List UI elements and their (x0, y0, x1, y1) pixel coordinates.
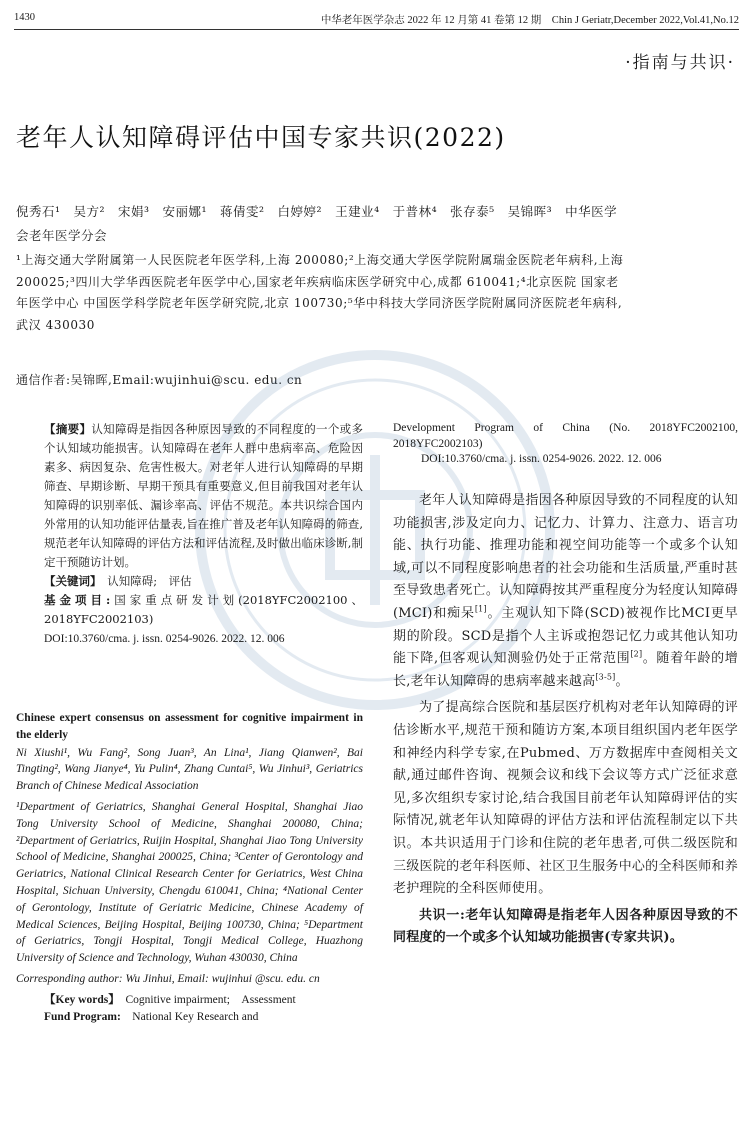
abstract-text: 认知障碍是指因各种原因导致的不同程度的一个或多个认知域功能损害。认知障碍在老年人群中患病率高、危险因素多、病因复杂、危害性极大。对老年人进行认知障碍的早期筛查、早期诊断、早期干预具有重要意义,但目前我国对老年认知障碍的识别率低、漏诊率高、评估不规范。本共识综合国内外常用的认知功能评估量表,旨在推广普及老年认知障碍的筛查,规范老年认知障碍的评估方法和评估流程,及时做出临床诊断,制定干预随访计划。 (44, 422, 364, 569)
p1-text-c: 。随着年龄的增长,老年认知障碍的患病率越来越高 (393, 651, 739, 689)
citation-ref: [2] (630, 649, 643, 659)
doi-line: DOI:10.3760/cma. j. issn. 0254-9026. 2022. 12. 006 (44, 633, 285, 645)
english-authors: Ni Xiushi¹, Wu Fang², Song Juan³, An Lina¹, Jiang Qianwen², Bai Tingting², Wang Jianye⁴, Yu Pulin⁴, Zhang Cuntai⁵, Wu Jinhui³, Geriatrics Branch of Chinese Medical Association (16, 746, 363, 793)
english-doi: DOI:10.3760/cma. j. issn. 0254-9026. 2022. 12. 006 (421, 453, 662, 465)
section-label: ·指南与共识· (625, 53, 735, 73)
english-fund-start: National Key Research and (132, 1010, 259, 1023)
running-header (14, 10, 739, 30)
citation-ref: [1] (474, 604, 487, 614)
author-list: 倪秀石¹ 吴方² 宋娟³ 安丽娜¹ 蒋倩雯² 白婷婷² 王建业⁴ 于普林⁴ 张存泰⁵ 吴锦晖³ 中华医学会老年医学分会 (16, 204, 618, 243)
fund-line (16, 591, 363, 629)
abstract-paragraph (16, 420, 363, 572)
keywords-label: 【关键词】 (44, 574, 96, 588)
english-keywords-line (16, 992, 363, 1009)
english-fund-label: Fund Program: (44, 1010, 121, 1023)
english-affiliations: ¹Department of Geriatrics, Shanghai General Hospital, Shanghai Jiao Tong University School of Medicine, Shanghai 200080, China; ²Department of Geriatrics, Ruijin Hospital, Shanghai Jiao Tong University School of Medicine, Shanghai 200025, China; ³Center of Gerontology and Geriatrics, National Clinical Research Center for Geriatrics, West China Hospital, Sichuan University, Chengdu 610041, China; ⁴National Center of Gerontology, Institute of Geriatric Medicine, Chinese Academy of Medical Sciences, Beijing Hospital, Beijing 100730, China; ⁵Department of Geriatrics, Tongji Hospital, Tongji Medical College, Huazhong University of Science and Technology, Wuhan 430030, China (16, 800, 363, 965)
english-fund-line (16, 1009, 363, 1026)
english-keywords: Cognitive impairment; Assessment (125, 993, 296, 1006)
body-paragraph-1 (393, 490, 738, 693)
body-paragraph-2: 为了提高综合医院和基层医疗机构对老年认知障碍的评估诊断水平,规范干预和随访方案,本项目组织国内老年医学和神经内科学专家,在Pubmed、万方数据库中查阅相关文献,通过邮件咨询、视频会议和线下会议等方式广泛征求意见,多次组织专家讨论,结合我国目前老年认知障碍评估的实际情况,就老年认知障碍的评估方法和评估流程制定以下共识。本共识适用于门诊和住院的老年患者,可供二级医院和三级医院的老年科医师、社区卫生服务中心的全科医师和养老护理院的全科医师使用。 (393, 700, 738, 897)
p1-text-a: 老年人认知障碍是指因各种原因导致的不同程度的认知功能损害,涉及定向力、记忆力、计算力、注意力、语言功能、执行功能、推理功能和视空间功能等一个或多个认知域,可以不同程度影响患者的社会功能和生活质量,严重时甚至导致患者死亡。认知障碍按其严重程度分为轻度认知障碍(MCI)和痴呆 (393, 493, 738, 621)
english-corresponding: Corresponding author: Wu Jinhui, Email: wujinhui @scu. edu. cn (16, 972, 320, 985)
p1-text-d: 。 (615, 673, 629, 689)
article-title: 老年人认知障碍评估中国专家共识(2022) (16, 123, 506, 152)
english-title: Chinese expert consensus on assessment for cognitive impairment in the elderly (16, 712, 363, 741)
english-fund-continued: Development Program of China (No. 2018YFC2002100, 2018YFC2002103) (393, 422, 738, 450)
affiliations: ¹上海交通大学附属第一人民医院老年医学科,上海 200080;²上海交通大学医学院附属瑞金医院老年病科,上海 200025;³四川大学华西医院老年医学中心,国家老年疾病临床医学研究中心,成都 610041;⁴北京医院 国家老年医学中心 中国医学科学院老年医学研究院,北京 100730;⁵华中科技大学同济医学院附属同济医院老年病科,武汉 430030 (16, 253, 624, 332)
english-abstract (16, 710, 363, 1025)
fund-text: 国家重点研发计划(2018YFC2002100、2018YFC2002103) (44, 593, 363, 626)
abstract-label: 【摘要】 (44, 422, 92, 436)
right-column (393, 420, 738, 950)
chinese-abstract (16, 420, 363, 649)
body-text (393, 490, 738, 950)
english-keywords-label: 【Key words】 (44, 993, 114, 1006)
p1-text-b: 。主观认知下降(SCD)被视作比MCI更早期的阶段。SCD是指个人主诉或抱怨记忆力或其他认知功能下降,但客观认知测验仍处于正常范围 (393, 605, 738, 667)
keywords-line (16, 572, 363, 591)
journal-citation: 中华老年医学杂志 2022 年 12 月第 41 卷第 12 期 Chin J Geriatr,December 2022,Vol.41,No.12 (320, 15, 739, 26)
keywords-text: 认知障碍; 评估 (107, 574, 192, 588)
page-number: 1430 (14, 12, 35, 23)
header-rule (14, 29, 739, 30)
fund-label: 基金项目: (44, 593, 111, 607)
citation-ref: [3-5] (595, 672, 616, 682)
consensus-statement-1: 共识一:老年认知障碍是指老年人因各种原因导致的不同程度的一个或多个认知域功能损害(专家共识)。 (393, 907, 738, 946)
corresponding-author: 通信作者:吴锦晖,Email:wujinhui@scu. edu. cn (16, 373, 303, 387)
